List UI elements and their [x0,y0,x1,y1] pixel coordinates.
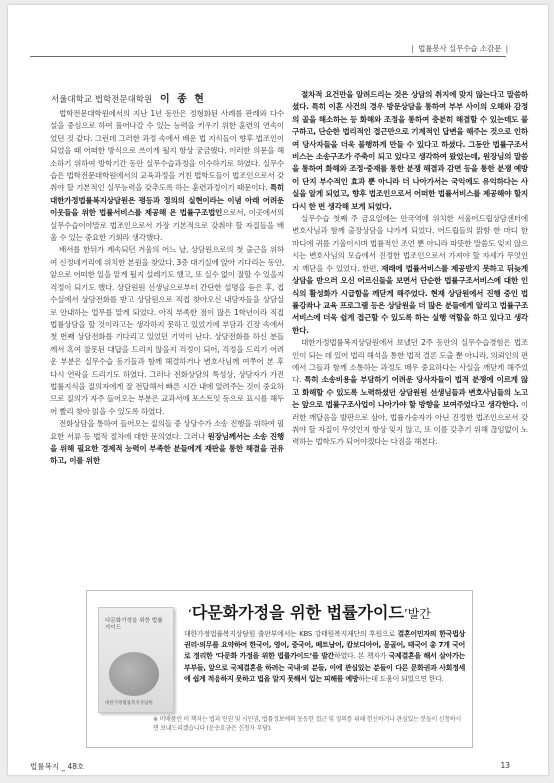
page [8,5,548,775]
header-rule [30,56,506,57]
text-run: 전화상담을 통하여 들어오는 질의들 중 상당수가 소송 진행을 위하여 필요한 서류 등 법적 절차에 대한 문의였다. 그러나 [50,419,284,441]
footer-issue: 법률복지 _ 48호 [30,762,85,771]
running-header: | 법률봉사 실무수습 소감문 | [411,44,508,53]
author-name: 이 종 현 [159,94,206,105]
running-header-text: 법률봉사 실무수습 소감문 [418,44,502,53]
paragraph [292,337,528,449]
book-cover-title: 다문화가정을 위한 법률가이드 [105,618,163,631]
text-run: 특히 대한가정법률복지상담원은 평등과 정의의 실현이라는 이념 아래 어려운 이웃들을 위한 법률서비스를 제공해 온 법률구조법인 [50,183,284,218]
text-run: 실무수습 첫째 주 금요일에는 안국역에 위치한 서울어드립상담센터에 변호사님과 함께 출장상담을 나가게 되었다. 어드립들의 맑함 한 마디 한 마디에 귀를 기울이시며 법률적인 조언 뿐 아니라 따뜻한 말씀도 잊지 않으시는 변호사님의 모습에서 진정한 법조인으로서 가져야 할 자세가 무엇인지 깨닫을 수 있었다. 한편, [292,214,528,273]
text-run: 절차적 요건만을 알려드리는 것은 상담의 취지에 맞지 않는다고 말씀하셨다. 특히 이혼 사건의 경우 방문상담을 통하여 부부 사이의 오해와 감정의 골을 해소하는 등 화해와 조정을 통하여 충분히 해결할 수 있는데도 불구하고, 단순한 법리적인 접근만으로 기계적인 답변을 해주는 것으로 인하여 당사자들을 더욱 불행하게 만들 수 있다고 하셨다. 그동안 법률구조서비스는 소송구조가 주축이 되고 있다고 생각하여 왔었는데, 원장님의 말씀을 통하여 화해와 조정·중재를 통한 분쟁 해결과 감면 등을 통한 분쟁 예방이 단지 부수적인 효과 뿐 아니라 더 나아가서는 국익에도 유익하다는 사실을 알게 되었고, 향후 법조인으로서 어떠한 법률서비스를 제공해야 할지 다시 한 번 생각해 보게 되었다. [292,90,528,211]
page-number: 13 [500,761,510,770]
notice-text-run: 하는데 도움이 되었으면 한다. [358,674,444,683]
text-run: 이러한 깨달음을 발판으로 삼아, 법률가숭자가 아닌 진정한 법조인으로서 갖춰야 할 자질이 무엇인지 항상 잊지 않고, 또 이를 갖추기 위해 끊임없이 노력하는 법학도가 되어야겠다는 다짐을 해본다. [292,400,528,447]
text-run: 특히 소송비용을 부담하기 어려운 당사자들이 법적 분쟁에 이르게 않고 화해할 수 있도록 노력하셨던 상담원원 선생님들과 변호사님들의 노고는 앞으로 법률구조사업이 나아가야 할 방향을 보여주었다고 생각한다. [292,375,528,410]
right-column [292,89,528,449]
book-cover [98,607,174,713]
text-run: 법학전문대학원에서의 지난 1년 동안은 정형화된 사례를 판례와 다수설을 중심으로 하여 풀어나갈 수 있는 능력을 키우기 위한 훈련의 연속이었던 것 같다. 그런데 그러한 과정 속에서 배운 법 지식들이 향후 법조인이 되었을 때 어떠한 방식으로 쓰이게 될지 항상 궁금했다. 이러한 의문을 해소하기 위하여 방학기간 동안 실무수습과정을 이수하기로 하였다. 실무수습은 법학전문대학원에서의 교육과정을 거친 법학도들이 법조인으로서 갖춰야 할 기본적인 실무능력을 갖추도록 하는 훈련과정이기 때문이다. [50,109,284,193]
notice-text-run: 대한가정법률복지상담원 출판부에서는 KBS 강태원복지재단의 후원으로 [184,630,398,638]
left-column [50,108,284,468]
text-run: 원장님께서는 소송 진행을 위해 필요한 경제적 능력이 부족한 분들에게 재판을 통한 해결을 권유하고, 이를 위한 [50,431,284,466]
notice-title-main: 다문화가정을 위한 법률가이드 [191,603,404,622]
text-run: 으로서, 이곳에서의 실무수습이야말로 법조인으로서 가장 기본적으로 갖춰야 할 자질들을 배울 수 있는 중요한 기회라 생각했다. [50,208,284,243]
notice-body [184,629,465,685]
notice-text-run: 결혼이민자의 한국법상 권리·의무를 요약하여 한국어, 영어, 중국어, 베트남어, 캄보디아어, 몽골어, 태국어 총 7개 국어로 정리한 ‘다문화 가정을 위한 법률가이드’를 발간 [184,630,465,661]
notice-text-run: 하였다. 본 책자가 [334,652,389,661]
text-run: 배서를 한뒤가 계속되던 겨울의 어느 날, 상담원으로의 첫 출근을 위하여 신정네거리에 위치한 본원을 찾았다. 3층 대기실에 앉아 기다리는 동안, 앞으로 어떠한 일을 맡게 될지 설레기도 했고, 또 실수 없이 잘할 수 있을지 걱정이 되기도 했다. 상담원원 선생님으로부터 간단한 설명을 듣은 후, 접수실에서 상담전화를 받고 상담원으로 직접 찾아오신 내담자들을 상담실로 안내하는 업무를 맡게 되었다. 아직 부족한 점이 많은 1학년이라 직접 법률상담을 할 것이라고는 생각하지 못하고 있었기에 부담과 긴장 속에서 첫 번째 상담전화를 기다리고 있었던 기억이 난다. 상담전화를 하신 분들께서 혹여 잘못된 대답을 드리지 않을지 걱정이 되어, 걱정을 드리기 어려운 부분은 실무수습 동기들과 함께 해결하거나 변호사님께 여쭈어 본 후 다시 연락을 드리기도 하였다. 그러나 전화상담의 특성상, 상담자가 가진 법률지식을 질의자에게 잘 전달해서 빠른 시간 내에 알려주는 것이 중요하므로 질의가 자주 들어오는 부분은 교과서에 포스트잇 등으로 표시를 해두어 빨리 찾아 읽을 수 있도록 하였다. [50,245,284,416]
notice-title: ‘다문화가정을 위한 법률가이드’발간 [188,603,431,622]
book-cover-org: 대한가정법률복지상담원 [105,701,153,706]
paragraph [50,244,284,418]
paragraph [50,108,284,244]
notice-footnote: ※ 비매품인 이 책자는 법과 인권 및 시민권, 법률정보에의 동등한 접근 및 정의를 위해 헌신하거나 관심있는 분들이 신청하시면 보내드리겠습니다 (운송요금은 신청자 부담). [153,716,462,732]
text-run: 재래에 법률서비스를 제공받지 못하고 뒤늦게 상담을 받으러 오신 어르신들을 보면서 단순한 법률구조서비스에 대한 인식의 활성화가 시급함을 깨닫게 해주었다. 현재 상담원에서 진행 중인 법률강좌나 교육 프로그램 등은 상담원을 더 많은 분들에게 알리고 법률구조서비스에 더욱 쉽게 접근할 수 있도록 하는 실행 역할을 하고 있다고 생각한다. [292,263,528,335]
book-cover-illustration [109,652,159,696]
paragraph [292,213,528,337]
byline [51,90,206,105]
author-affiliation: 서울대학교 법학전문대학원 [51,95,153,105]
text-run: 대한가정법률복지상담원에서 보냈던 2주 동안의 실무수습경험은 법조인이 되는 데 있어 법리 해석을 통한 법적 결론 도출 뿐 아니라, 의뢰인의 편에서 그들과 함께 소통하는 과정도 매우 중요하다는 사실을 깨닫게 해주었다. [292,338,528,385]
notice-text-run: 국제결혼을 해서 살아가는 부부들, 앞으로 국제결혼을 하려는 국내·외 분들, 이에 관심있는 분들이 다른 문화권과 사회정세에 쉽게 적응하지 못하고 법을 알지 못해서 입는 피해를 예방 [184,652,466,683]
notice-title-suffix: 발간 [407,607,431,621]
paragraph [292,89,528,213]
paragraph [50,418,284,468]
